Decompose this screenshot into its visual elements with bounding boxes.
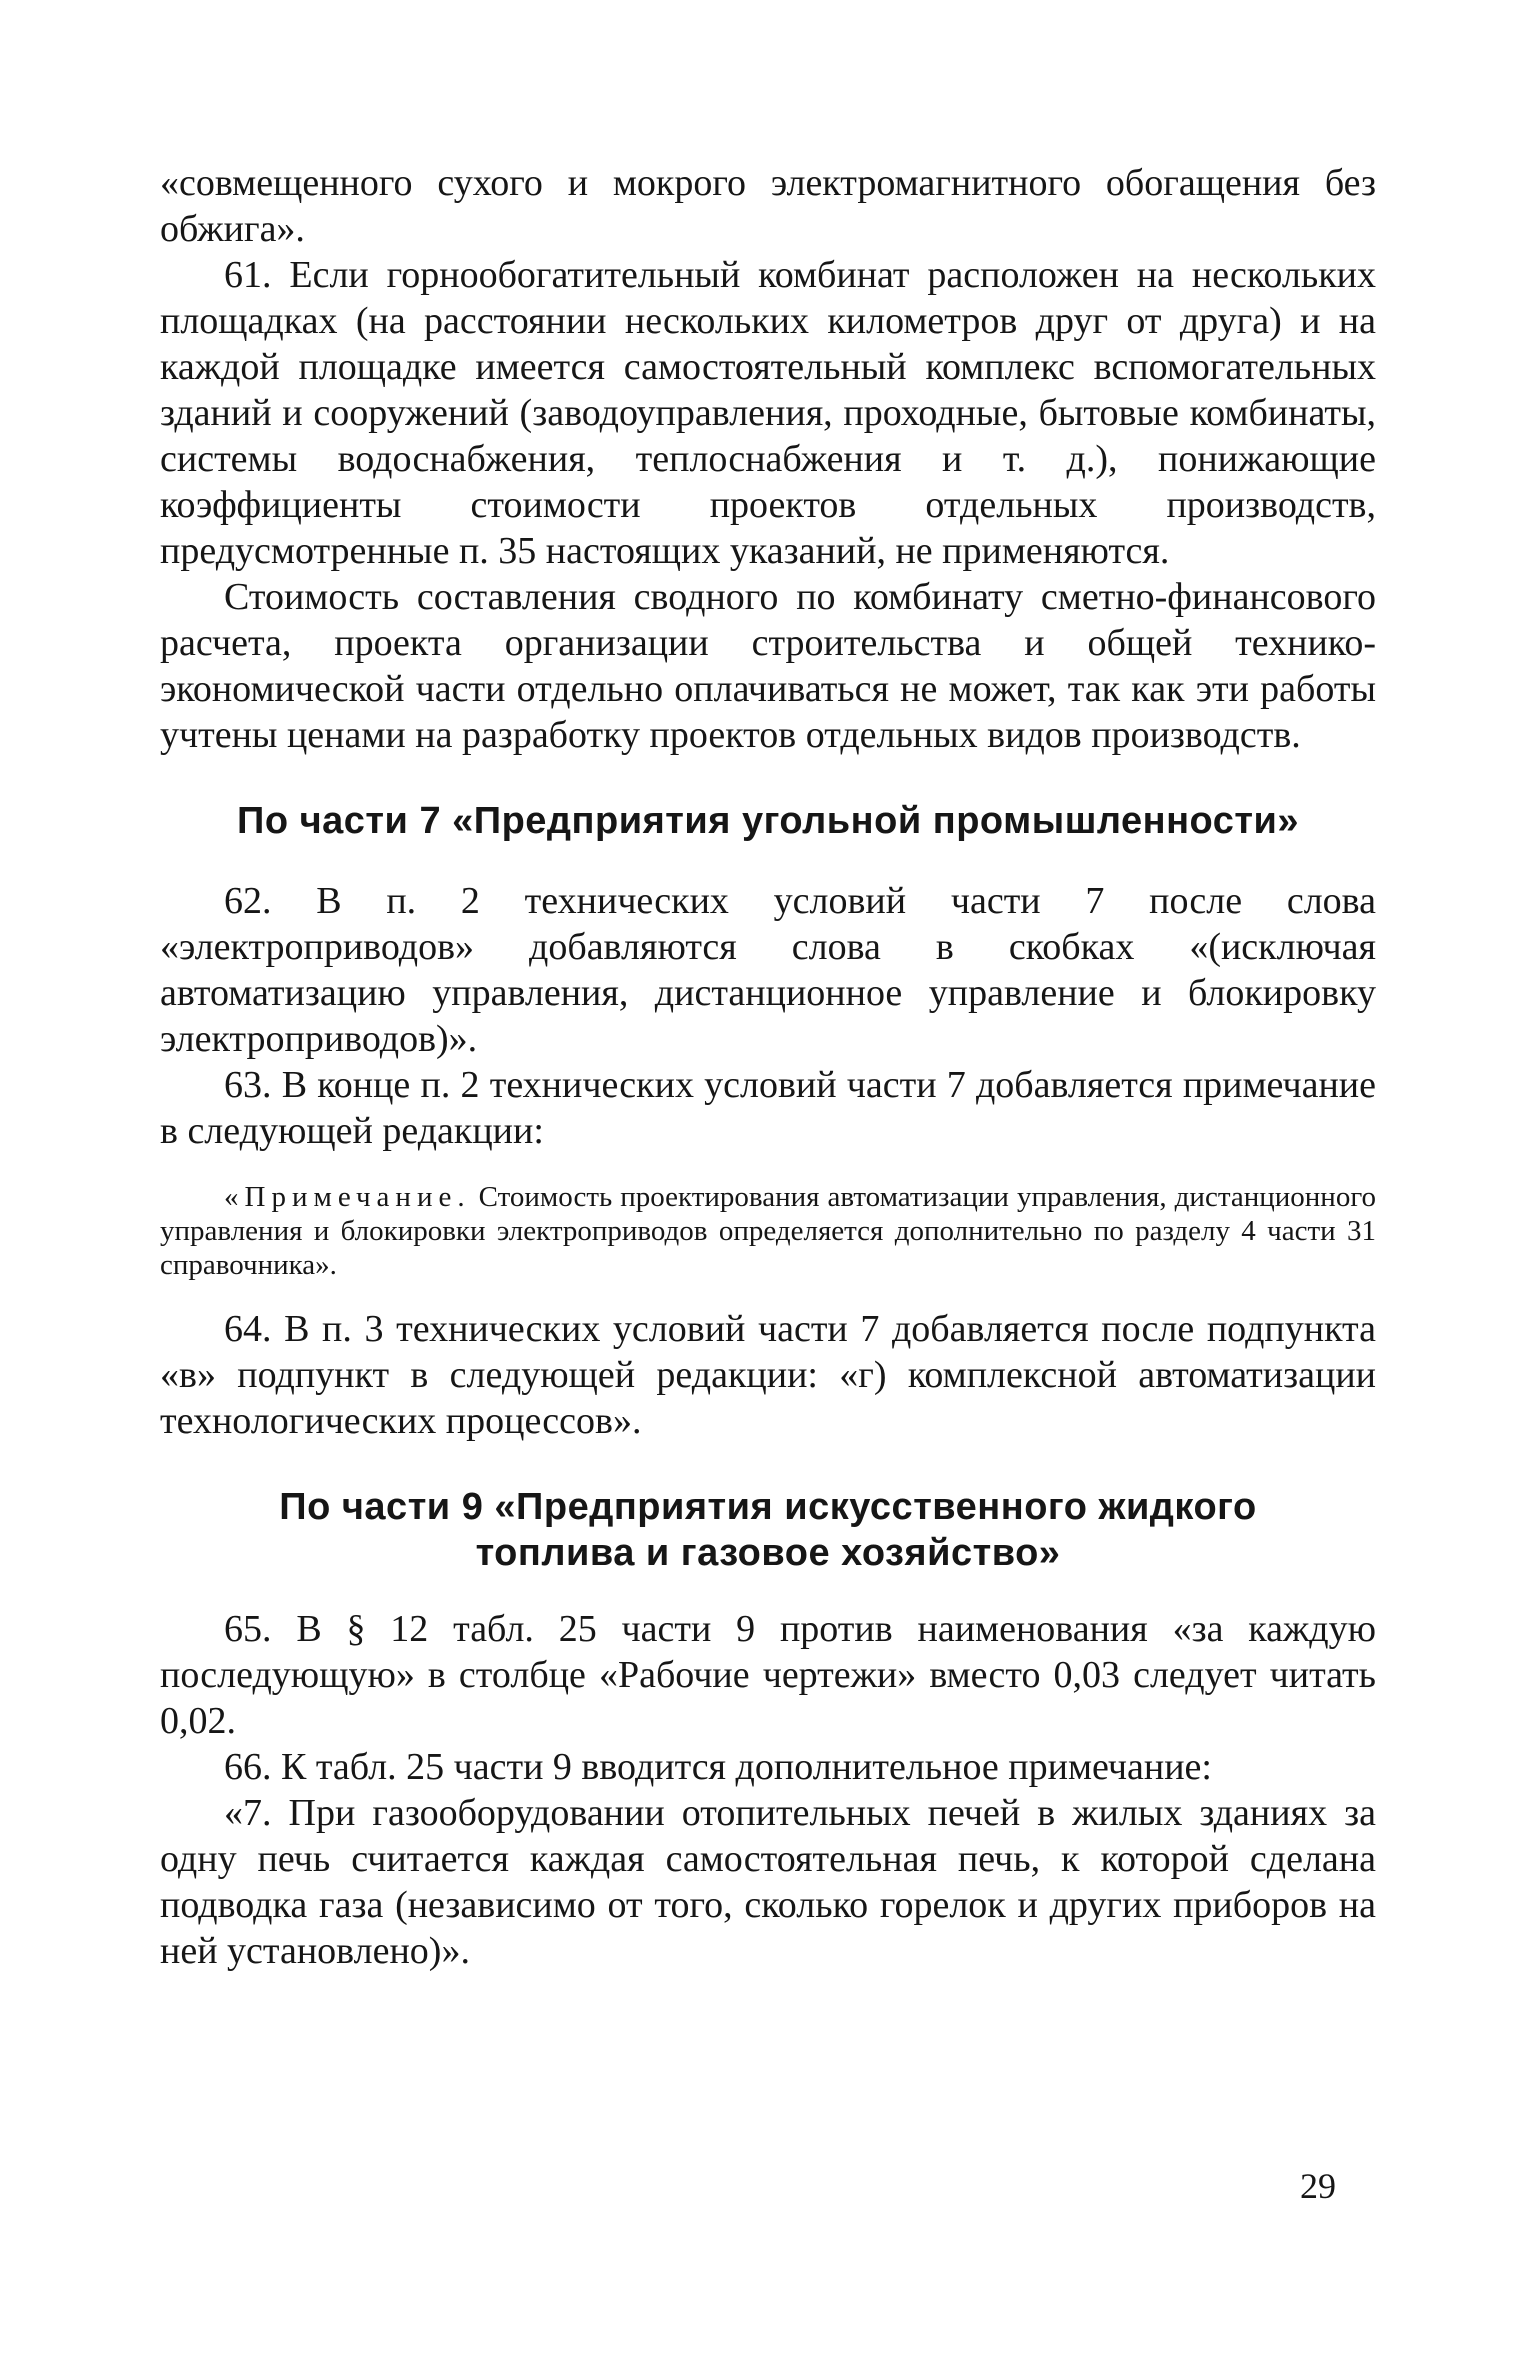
note-text: Стоимость проектирования автоматизации управления, дистанционного управления и блокировки электроприводов определяется дополнительно по разделу 4 части 31 справочника».: [160, 1181, 1376, 1281]
paragraph-62: 62. В п. 2 технических условий части 7 после слова «электроприводов» добавляются слова в скобках «(исключая автоматизацию управления, дистанционное управление и блокировку электроприводов)».: [160, 880, 1376, 1060]
paragraph-61-cost: Стоимость составления сводного по комбинату сметно-финансового расчета, проекта организации строительства и общей технико-экономической части отдельно оплачиваться не может, так как эти работы учтены ценами на разработку проектов отдельных видов производств.: [160, 576, 1376, 756]
heading-part-9-line1: По части 9 «Предприятия искусственного жидкого: [279, 1486, 1257, 1528]
note-block: [160, 1180, 1376, 1282]
paragraph-64: 64. В п. 3 технических условий части 7 добавляется после подпункта «в» подпункт в следующей редакции: «г) комплексной автоматизации технологических процессов».: [160, 1308, 1376, 1442]
page-number: 29: [1300, 2166, 1336, 2206]
heading-part-9-line2: топлива и газовое хозяйство»: [475, 1532, 1061, 1574]
heading-part-7: По части 7 «Предприятия угольной промышленности»: [237, 800, 1299, 842]
paragraph-continuation: «совмещенного сухого и мокрого электромагнитного обогащения без обжига».: [160, 162, 1376, 250]
paragraph-61: 61. Если горнообогатительный комбинат расположен на нескольких площадках (на расстоянии нескольких километров друг от друга) и на каждой площадке имеется самостоятельный комплекс вспомогательных зданий и сооружений (заводоуправления, проходные, бытовые комбинаты, системы водоснабжения, теплоснабжения и т. д.), понижающие коэффициенты стоимости проектов отдельных производств, предусмотренные п. 35 настоящих указаний, не применяются.: [160, 254, 1376, 572]
paragraph-63: 63. В конце п. 2 технических условий части 7 добавляется примечание в следующей редакции:: [160, 1064, 1376, 1152]
paragraph-65: 65. В § 12 табл. 25 части 9 против наименования «за каждую последующую» в столбце «Рабочие чертежи» вместо 0,03 следует читать 0,02.: [160, 1608, 1376, 1742]
paragraph-66: 66. К табл. 25 части 9 вводится дополнительное примечание:: [224, 1746, 1212, 1788]
paragraph-66-note: «7. При газооборудовании отопительных печей в жилых зданиях за одну печь считается каждая самостоятельная печь, к которой сделана подводка газа (независимо от того, сколько горелок и других приборов на ней установлено)».: [160, 1792, 1376, 1972]
page-content: [160, 160, 1376, 1974]
note-label: «Примечание.: [224, 1181, 471, 1213]
